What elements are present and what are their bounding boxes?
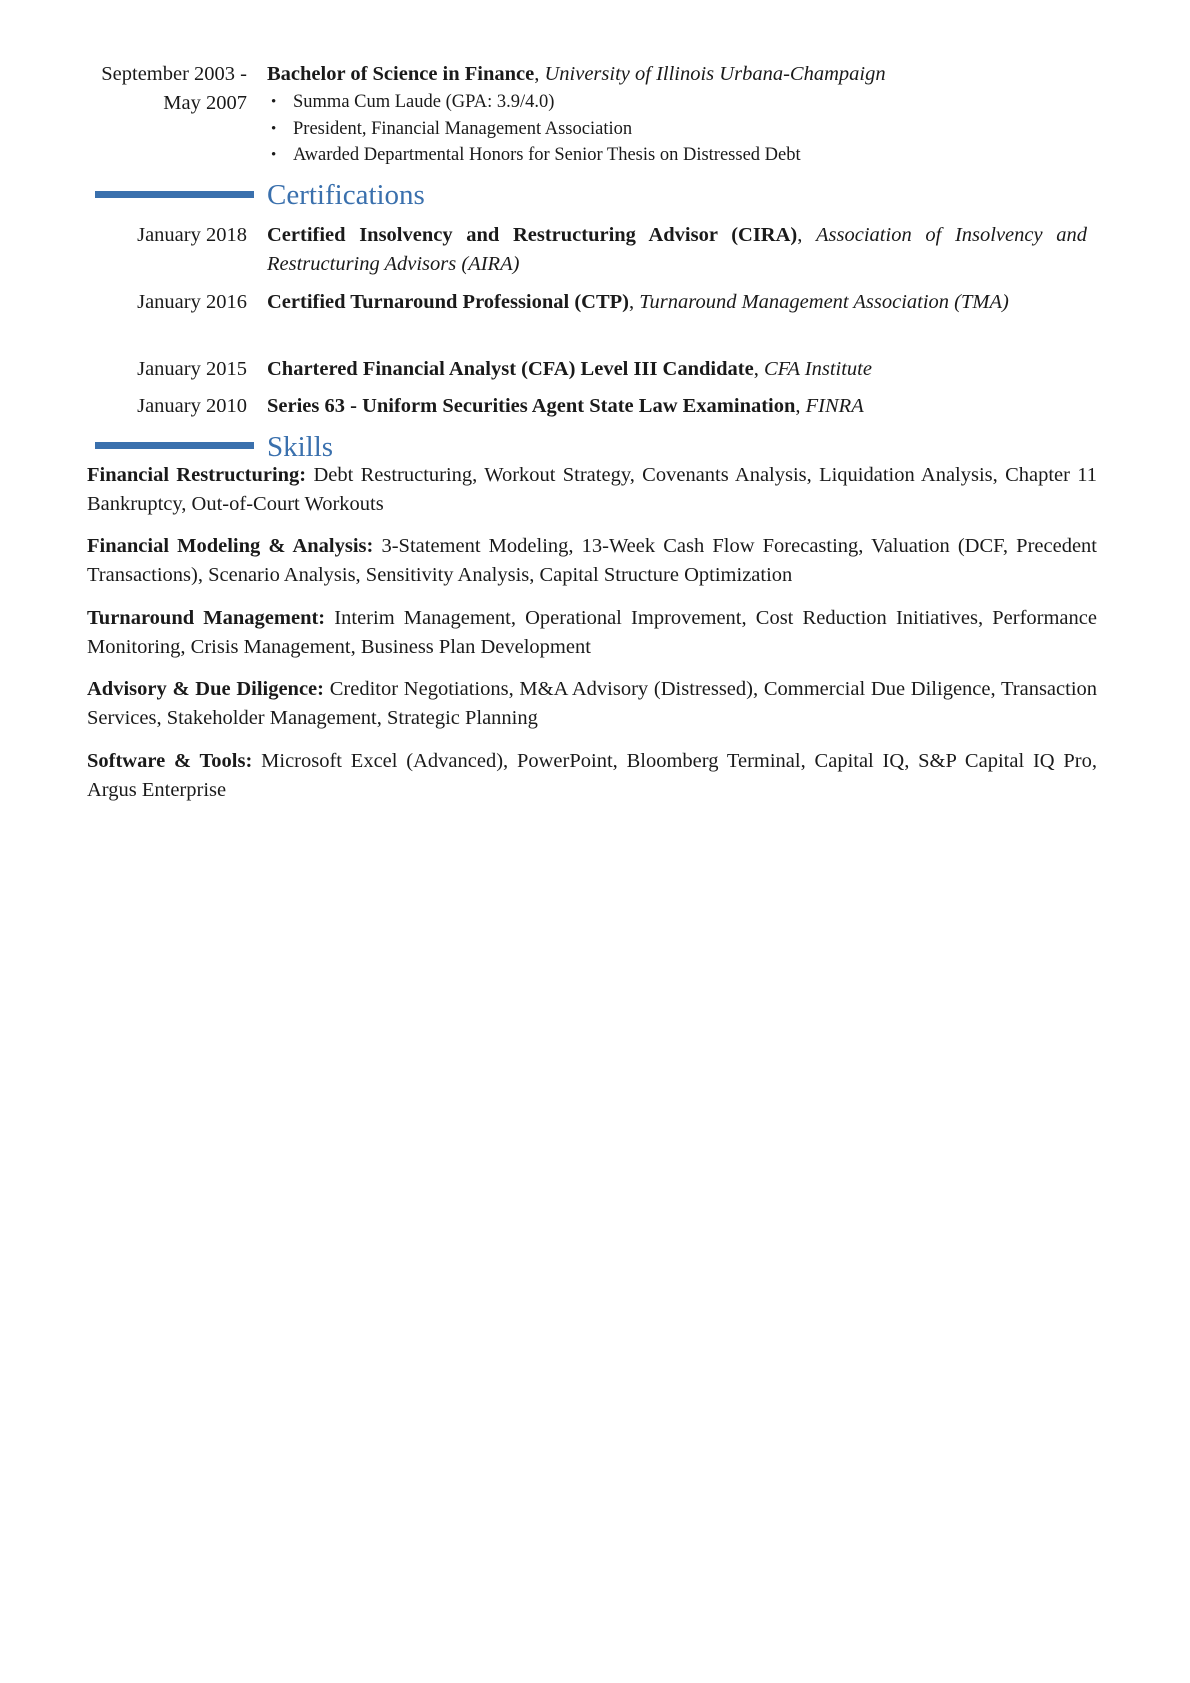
cert-issuer: CFA Institute xyxy=(763,358,872,380)
skill-label: Software & Tools: xyxy=(87,750,253,772)
skill-text: Interim Management, Operational Improvement, Cost Reduction Initiatives, Performance Monitoring, Crisis Management, Business Plan Development xyxy=(87,607,1097,658)
skill-entry xyxy=(87,675,1097,733)
cert-entry: Certified Turnaround Professional (CTP), Turnaround Management Association (TMA) xyxy=(267,291,1009,313)
cert-date: January 2018 xyxy=(137,224,247,246)
skill-label: Financial Modeling & Analysis: xyxy=(87,535,374,557)
list-item: • President, Financial Management Association xyxy=(267,116,1087,143)
cert-entry: Chartered Financial Analyst (CFA) Level III Candidate, CFA Institute xyxy=(267,358,872,380)
cert-date: January 2010 xyxy=(137,395,247,417)
skill-text: 3-Statement Modeling, 13-Week Cash Flow Forecasting, Valuation (DCF, Precedent Transactions), Scenario Analysis, Sensitivity Analysis, Capital Structure Optimization xyxy=(87,535,1097,586)
education-bullets xyxy=(267,89,1087,169)
cert-title: Certified Turnaround Professional (CTP) xyxy=(267,291,630,313)
section-heading-skills: Skills xyxy=(267,431,334,463)
cert-issuer: Association of Insolvency and Restructuring Advisors (AIRA) xyxy=(267,224,1087,275)
education-date: September 2003 - May 2007 xyxy=(101,63,247,114)
skill-entry xyxy=(87,532,1097,590)
cert-entry: Series 63 - Uniform Securities Agent State Law Examination, FINRA xyxy=(267,395,864,417)
education-entry: Bachelor of Science in Finance, University of Illinois Urbana-Champaign • Summa Cum Laude (GPA: 3.9/4.0) • President, Financial Management Association • Awarded Departmental Honors for Senior Thesis on Distressed Debt xyxy=(267,60,1087,169)
skill-text: Creditor Negotiations, M&A Advisory (Distressed), Commercial Due Diligence, Transaction Services, Stakeholder Management, Strategic Planning xyxy=(87,678,1098,729)
cert-entry: Certified Insolvency and Restructuring Advisor (CIRA), Association of Insolvency and Restructuring Advisors (AIRA) xyxy=(267,224,1087,275)
cert-issuer: Turnaround Management Association (TMA) xyxy=(639,291,1009,313)
cert-issuer: FINRA xyxy=(805,395,864,417)
degree: Bachelor of Science in Finance xyxy=(267,63,535,85)
skill-label: Advisory & Due Diligence: xyxy=(87,678,324,700)
skill-label: Financial Restructuring: xyxy=(87,464,307,486)
section-rule xyxy=(95,442,254,449)
cert-date: January 2016 xyxy=(137,291,247,313)
cert-title: Chartered Financial Analyst (CFA) Level III Candidate xyxy=(267,358,754,380)
skill-entry xyxy=(87,747,1097,805)
section-heading-certifications: Certifications xyxy=(267,179,425,211)
list-item: • Awarded Departmental Honors for Senior Thesis on Distressed Debt xyxy=(267,142,1087,169)
cert-title: Certified Insolvency and Restructuring Advisor (CIRA) xyxy=(267,224,798,246)
cert-date: January 2015 xyxy=(137,358,247,380)
school: University of Illinois Urbana-Champaign xyxy=(544,63,886,85)
skill-entry xyxy=(87,604,1097,662)
list-item: • Summa Cum Laude (GPA: 3.9/4.0) xyxy=(267,89,1087,116)
skill-label: Turnaround Management: xyxy=(87,607,326,629)
section-rule xyxy=(95,191,254,198)
skill-text: Debt Restructuring, Workout Strategy, Covenants Analysis, Liquidation Analysis, Chapter 11 Bankruptcy, Out-of-Court Workouts xyxy=(87,464,1097,515)
skill-text: Microsoft Excel (Advanced), PowerPoint, Bloomberg Terminal, Capital IQ, S&P Capital IQ Pro, Argus Enterprise xyxy=(87,750,1098,801)
skill-entry xyxy=(87,461,1097,519)
cert-title: Series 63 - Uniform Securities Agent State Law Examination xyxy=(267,395,796,417)
